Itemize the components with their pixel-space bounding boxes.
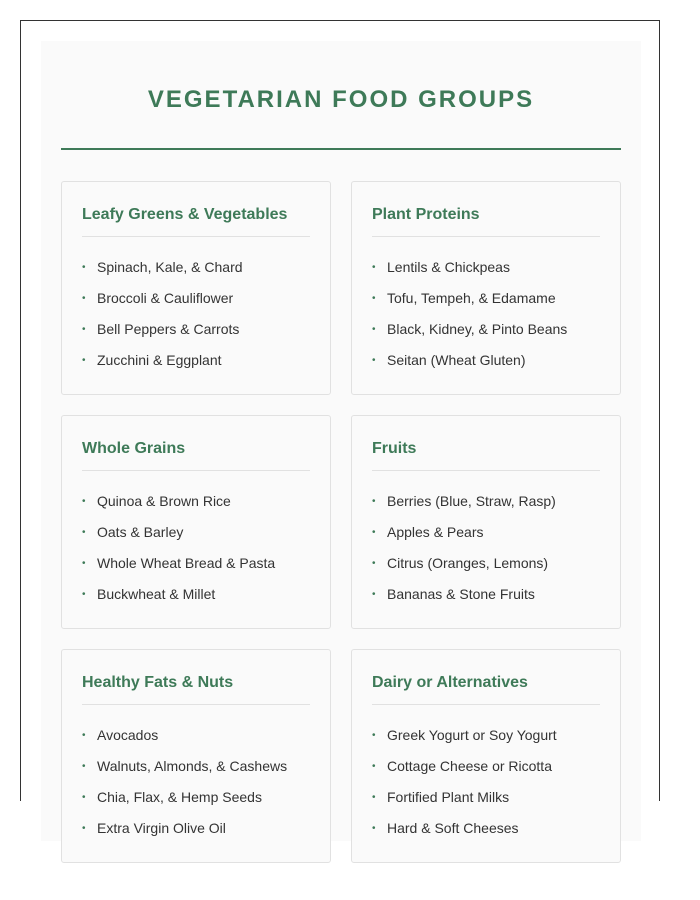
group-item-list	[82, 471, 310, 610]
bullet-icon: •	[82, 558, 86, 569]
item-label: Zucchini & Eggplant	[97, 352, 222, 368]
bullet-icon: •	[82, 730, 86, 741]
item-label: Broccoli & Cauliflower	[97, 290, 234, 306]
item-label: Spinach, Kale, & Chard	[97, 259, 243, 275]
bullet-icon: •	[82, 823, 86, 834]
item-label: Chia, Flax, & Hemp Seeds	[97, 789, 262, 805]
bullet-icon: •	[82, 262, 86, 273]
bullet-icon: •	[372, 730, 376, 741]
group-title: Plant Proteins	[372, 204, 600, 237]
item-label: Walnuts, Almonds, & Cashews	[97, 758, 288, 774]
list-item	[372, 283, 600, 314]
list-item	[82, 813, 310, 844]
group-item-list	[82, 705, 310, 844]
bullet-icon: •	[372, 589, 376, 600]
group-title: Fruits	[372, 438, 600, 471]
bullet-icon: •	[372, 324, 376, 335]
item-label: Hard & Soft Cheeses	[387, 820, 519, 836]
bullet-icon: •	[82, 496, 86, 507]
item-label: Berries (Blue, Straw, Rasp)	[387, 493, 556, 509]
bullet-icon: •	[372, 761, 376, 772]
bullet-icon: •	[82, 324, 86, 335]
list-item	[372, 813, 600, 844]
list-item	[82, 314, 310, 345]
list-item	[372, 517, 600, 548]
item-label: Buckwheat & Millet	[97, 586, 216, 602]
group-item-list	[82, 237, 310, 376]
group-item-list	[372, 471, 600, 610]
list-item	[372, 314, 600, 345]
item-label: Extra Virgin Olive Oil	[97, 820, 226, 836]
bullet-icon: •	[372, 527, 376, 538]
bullet-icon: •	[372, 558, 376, 569]
list-item	[82, 345, 310, 376]
item-label: Bell Peppers & Carrots	[97, 321, 240, 337]
bullet-icon: •	[372, 293, 376, 304]
list-item	[372, 548, 600, 579]
food-group-grid	[61, 181, 621, 863]
bullet-icon: •	[372, 792, 376, 803]
list-item	[372, 252, 600, 283]
item-label: Lentils & Chickpeas	[387, 259, 510, 275]
item-label: Oats & Barley	[97, 524, 184, 540]
item-label: Greek Yogurt or Soy Yogurt	[387, 727, 557, 743]
group-title: Dairy or Alternatives	[372, 672, 600, 705]
bullet-icon: •	[82, 589, 86, 600]
list-item	[372, 782, 600, 813]
list-item	[372, 751, 600, 782]
list-item	[82, 517, 310, 548]
group-title: Whole Grains	[82, 438, 310, 471]
bullet-icon: •	[82, 293, 86, 304]
list-item	[82, 720, 310, 751]
list-item	[82, 283, 310, 314]
bullet-icon: •	[82, 792, 86, 803]
list-item	[82, 751, 310, 782]
page-title: VEGETARIAN FOOD GROUPS	[147, 86, 535, 113]
group-card-plant-proteins	[351, 181, 621, 395]
group-card-whole-grains	[61, 415, 331, 629]
group-card-dairy	[351, 649, 621, 863]
item-label: Avocados	[97, 727, 159, 743]
group-title: Leafy Greens & Vegetables	[82, 204, 310, 237]
bullet-icon: •	[372, 823, 376, 834]
group-card-leafy-greens	[61, 181, 331, 395]
bullet-icon: •	[82, 761, 86, 772]
list-item	[82, 548, 310, 579]
item-label: Citrus (Oranges, Lemons)	[387, 555, 549, 571]
group-item-list	[372, 705, 600, 844]
item-label: Quinoa & Brown Rice	[97, 493, 231, 509]
bullet-icon: •	[372, 355, 376, 366]
list-item	[372, 720, 600, 751]
list-item	[82, 782, 310, 813]
item-label: Whole Wheat Bread & Pasta	[97, 555, 276, 571]
bullet-icon: •	[82, 355, 86, 366]
group-item-list	[372, 237, 600, 376]
page-frame	[20, 20, 660, 836]
group-title: Healthy Fats & Nuts	[82, 672, 310, 705]
list-item	[82, 486, 310, 517]
group-card-healthy-fats	[61, 649, 331, 863]
list-item	[372, 579, 600, 610]
group-card-fruits	[351, 415, 621, 629]
bullet-icon: •	[372, 496, 376, 507]
item-label: Fortified Plant Milks	[387, 789, 510, 805]
list-item	[82, 252, 310, 283]
item-label: Tofu, Tempeh, & Edamame	[387, 290, 556, 306]
list-item	[82, 579, 310, 610]
item-label: Black, Kidney, & Pinto Beans	[387, 321, 568, 337]
list-item	[372, 345, 600, 376]
item-label: Bananas & Stone Fruits	[387, 586, 535, 602]
item-label: Cottage Cheese or Ricotta	[387, 758, 552, 774]
item-label: Seitan (Wheat Gluten)	[387, 352, 526, 368]
list-item	[372, 486, 600, 517]
item-label: Apples & Pears	[387, 524, 484, 540]
bullet-icon: •	[372, 262, 376, 273]
title-divider	[61, 148, 621, 150]
bullet-icon: •	[82, 527, 86, 538]
document-sheet	[41, 41, 641, 841]
